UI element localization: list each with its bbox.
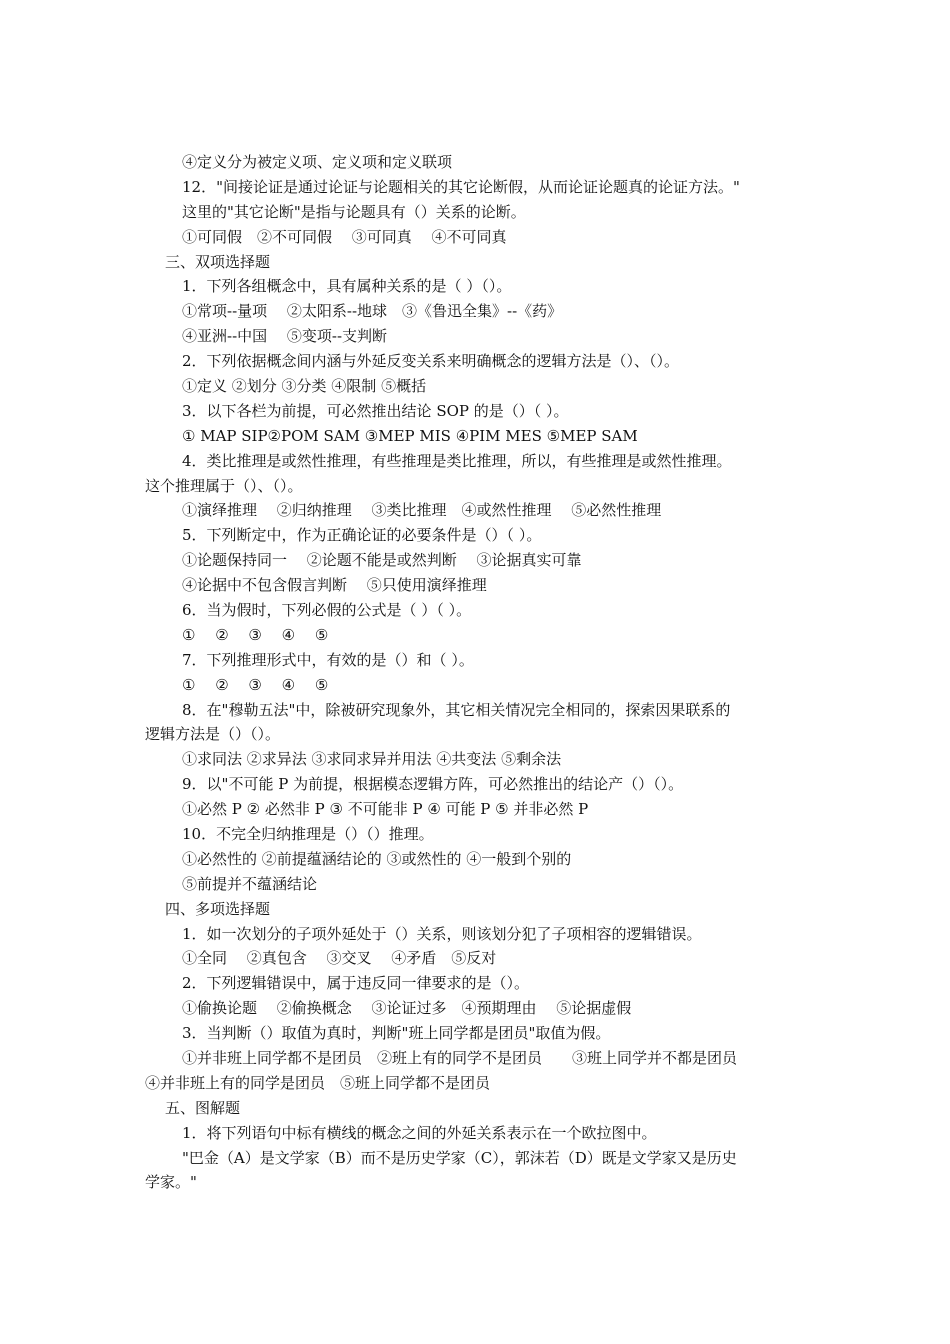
section-heading-3: 三、双项选择题 [165, 253, 271, 271]
options-line: ①论题保持同一 ②论题不能是或然判断 ③论据真实可靠 [182, 551, 582, 569]
question-10: 10．不完全归纳推理是（）（）推理。 [182, 825, 434, 843]
question-2: 2．下列依据概念间内涵与外延反变关系来明确概念的逻辑方法是（）、（）。 [182, 352, 680, 370]
options-line: ①定义 ②划分 ③分类 ④限制 ⑤概括 [182, 377, 427, 395]
options-line: ① ② ③ ④ ⑤ [182, 626, 329, 644]
question-1: 1．将下列语句中标有横线的概念之间的外延关系表示在一个欧拉图中。 [182, 1124, 657, 1142]
question-4: 4．类比推理是或然性推理，有些推理是类比推理，所以，有些推理是或然性推理。 [182, 452, 732, 470]
question-1: 1．如一次划分的子项外延处于（）关系，则该划分犯了子项相容的逻辑错误。 [182, 925, 702, 943]
text-line: 这里的"其它论断"是指与论题具有（）关系的论断。 [182, 203, 526, 221]
text-line: 这个推理属于（）、（）。 [145, 477, 303, 495]
options-line: ⑤前提并不蕴涵结论 [182, 875, 318, 893]
quote-line: 学家。" [145, 1173, 197, 1191]
question-2: 2．下列逻辑错误中，属于违反同一律要求的是（）。 [182, 974, 530, 992]
options-line: ①必然性的 ②前提蕴涵结论的 ③或然性的 ④一般到个别的 [182, 850, 572, 868]
question-8: 8．在"穆勒五法"中，除被研究现象外，其它相关情况完全相同的，探索因果联系的 [182, 701, 731, 719]
question-1: 1．下列各组概念中，具有属种关系的是（ ）（）。 [182, 277, 512, 295]
options-line: ① ② ③ ④ ⑤ [182, 676, 329, 694]
question-6: 6．当为假时，下列必假的公式是（ ）（ ）。 [182, 601, 472, 619]
options-line: ①必然 P ② 必然非 P ③ 不可能非 P ④ 可能 P ⑤ 并非必然 P [182, 800, 589, 818]
question-3: 3．以下各栏为前提，可必然推出结论 SOP 的是（）（ ）。 [182, 402, 569, 420]
question-9: 9．以"不可能 P 为前提，根据模态逻辑方阵，可必然推出的结论产（）（）。 [182, 775, 684, 793]
options-line: ④并非班上有的同学是团员 ⑤班上同学都不是团员 [145, 1074, 491, 1092]
options-line: ④亚洲--中国 ⑤变项--支判断 [182, 327, 388, 345]
options-line: ①常项--量项 ②太阳系--地球 ③《鲁迅全集》--《药》 [182, 302, 563, 320]
question-12: 12．"间接论证是通过论证与论题相关的其它论断假，从而论证论题真的论证方法。" [182, 178, 740, 196]
options-line: ①可同假 ②不可同假 ③可同真 ④不可同真 [182, 228, 507, 246]
options-line: ④论据中不包含假言判断 ⑤只使用演绎推理 [182, 576, 487, 594]
text-line: 逻辑方法是（）（）。 [145, 725, 281, 743]
options-line: ① MAP SIP②POM SAM ③MEP MIS ④PIM MES ⑤MEP SAM [182, 427, 638, 445]
quote-line: "巴金（A）是文学家（B）而不是历史学家（C），郭沫若（D）既是文学家又是历史 [182, 1149, 737, 1167]
section-heading-5: 五、图解题 [165, 1099, 241, 1117]
options-line: ①演绎推理 ②归纳推理 ③类比推理 ④或然性推理 ⑤必然性推理 [182, 501, 662, 519]
question-5: 5．下列断定中，作为正确论证的必要条件是（）（ ）。 [182, 526, 542, 544]
text-line: ④定义分为被定义项、定义项和定义联项 [182, 153, 453, 171]
options-line: ①求同法 ②求异法 ③求同求异并用法 ④共变法 ⑤剩余法 [182, 750, 562, 768]
options-line: ①全同 ②真包含 ③交叉 ④矛盾 ⑤反对 [182, 949, 497, 967]
options-line: ①并非班上同学都不是团员 ②班上有的同学不是团员 ③班上同学并不都是团员 [182, 1049, 738, 1067]
question-7: 7．下列推理形式中，有效的是（）和（ ）。 [182, 651, 474, 669]
section-heading-4: 四、多项选择题 [165, 900, 271, 918]
options-line: ①偷换论题 ②偷换概念 ③论证过多 ④预期理由 ⑤论据虚假 [182, 999, 632, 1017]
question-3: 3．当判断（）取值为真时，判断"班上同学都是团员"取值为假。 [182, 1024, 611, 1042]
